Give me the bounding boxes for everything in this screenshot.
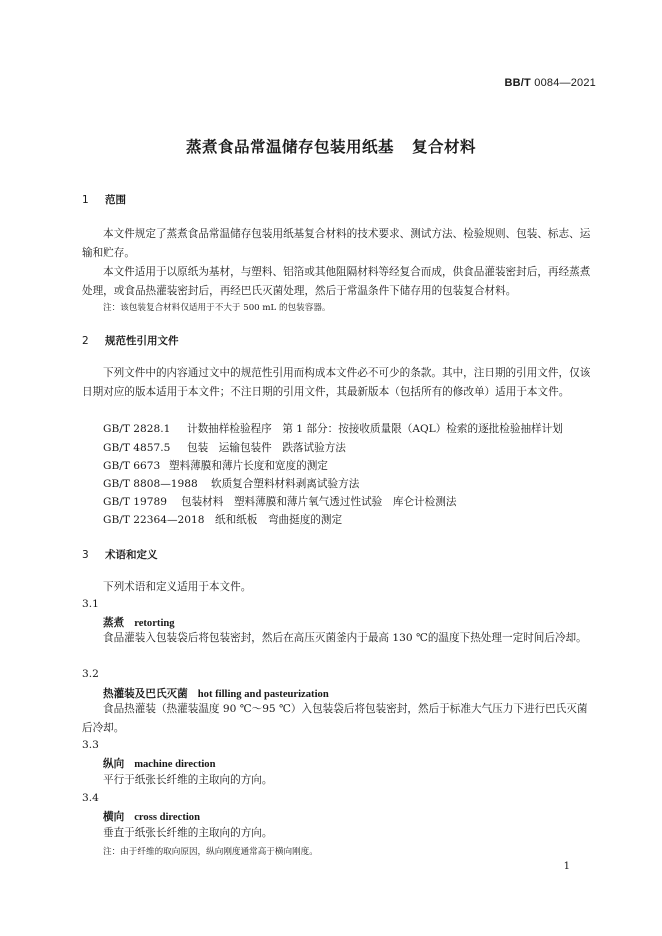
section-1-heading — [82, 192, 126, 207]
term-en: machine direction — [134, 759, 216, 770]
section-3-heading — [82, 547, 158, 562]
reference-code: GB/T 19789 — [103, 496, 167, 508]
title-part-2: 复合材料 — [412, 138, 477, 156]
term-heading — [103, 809, 200, 824]
standard-code: 0084—2021 — [534, 77, 596, 89]
term-en: cross direction — [134, 812, 200, 823]
title-part-1: 蒸煮食品常温储存包装用纸基 — [185, 138, 394, 156]
section-number: 1 — [82, 194, 89, 206]
reference-item — [103, 512, 342, 527]
term-en: retorting — [134, 618, 175, 629]
reference-item — [103, 421, 563, 436]
term-zh: 纵向 — [103, 758, 125, 770]
reference-code: GB/T 8808—1988 — [103, 478, 198, 490]
reference-code: GB/T 4857.5 — [103, 442, 171, 454]
reference-item — [103, 458, 328, 473]
reference-item — [103, 476, 359, 491]
term-heading — [103, 756, 216, 771]
term-definition: 食品灌装入包装袋后将包装密封，然后在高压灭菌釜内于最高 130 ℃的温度下热处理一定时间后冷却。 — [103, 632, 587, 644]
term-en: hot filling and pasteurization — [197, 689, 329, 700]
section-title: 规范性引用文件 — [105, 335, 179, 347]
reference-title: 包装材料 塑料薄膜和薄片氧气透过性试验 库仑计检测法 — [181, 496, 457, 508]
section-title: 术语和定义 — [105, 549, 158, 561]
document-title — [0, 135, 662, 157]
reference-title: 纸和纸板 弯曲挺度的测定 — [215, 514, 343, 526]
section-number: 2 — [82, 335, 89, 347]
section-title: 范围 — [105, 194, 126, 206]
term-heading — [103, 686, 329, 701]
section-3-para-1: 下列术语和定义适用于本文件。 — [103, 581, 252, 593]
section-1-para-1: 本文件规定了蒸煮食品常温储存包装用纸基复合材料的技术要求、测试方法、检验规则、包装、标志、运输和贮存。 — [82, 228, 591, 259]
term-number: 3.4 — [82, 792, 99, 804]
term-number: 3.1 — [82, 598, 99, 610]
reference-title: 包装 运输包装件 跌落试验方法 — [187, 442, 346, 454]
reference-item — [103, 440, 346, 455]
term-definition: 平行于纸张长纤维的主取向的方向。 — [103, 774, 273, 786]
reference-code: GB/T 6673 — [103, 460, 161, 472]
reference-code: GB/T 22364—2018 — [103, 514, 205, 526]
standard-prefix: BB/T — [504, 77, 531, 89]
section-1-note: 注：该包装复合材料仅适用于不大于 500 mL 的包装容器。 — [103, 303, 331, 313]
term-zh: 横向 — [103, 811, 125, 823]
reference-item — [103, 494, 456, 509]
reference-title: 软质复合塑料材料剥离试验方法 — [211, 478, 360, 490]
term-definition: 垂直于纸张长纤维的主取向的方向。 — [103, 827, 273, 839]
reference-title: 计数抽样检验程序 第 1 部分：按接收质量限（AQL）检索的逐批检验抽样计划 — [187, 423, 563, 435]
section-1-para-2: 本文件适用于以原纸为基材，与塑料、铝箔或其他阻隔材料等经复合而成，供食品灌装密封后，再经蒸煮处理，或食品热灌装密封后，再经巴氏灭菌处理，然后于常温条件下储存用的包装复合材料。 — [82, 266, 591, 297]
term-heading — [103, 615, 175, 630]
term-definition: 食品热灌装（热灌装温度 90 ℃～95 ℃）入包装袋后将包装密封，然后于标准大气压力下进行巴氏灭菌后冷却。 — [82, 703, 588, 734]
term-note: 注：由于纤维的取向原因，纵向刚度通常高于横向刚度。 — [103, 847, 318, 857]
reference-title: 塑料薄膜和薄片长度和宽度的测定 — [169, 460, 328, 472]
standard-number — [505, 77, 596, 89]
term-zh: 热灌装及巴氏灭菌 — [103, 688, 188, 700]
section-2-heading — [82, 333, 179, 348]
term-zh: 蒸煮 — [103, 617, 125, 629]
term-number: 3.2 — [82, 668, 99, 680]
reference-code: GB/T 2828.1 — [103, 423, 171, 435]
term-number: 3.3 — [82, 739, 99, 751]
page-number: 1 — [563, 861, 570, 872]
section-number: 3 — [82, 549, 89, 561]
section-2-para-1: 下列文件中的内容通过文中的规范性引用而构成本文件必不可少的条款。其中，注日期的引用文件，仅该日期对应的版本适用于本文件；不注日期的引用文件，其最新版本（包括所有的修改单）适用于本文件。 — [82, 367, 591, 398]
